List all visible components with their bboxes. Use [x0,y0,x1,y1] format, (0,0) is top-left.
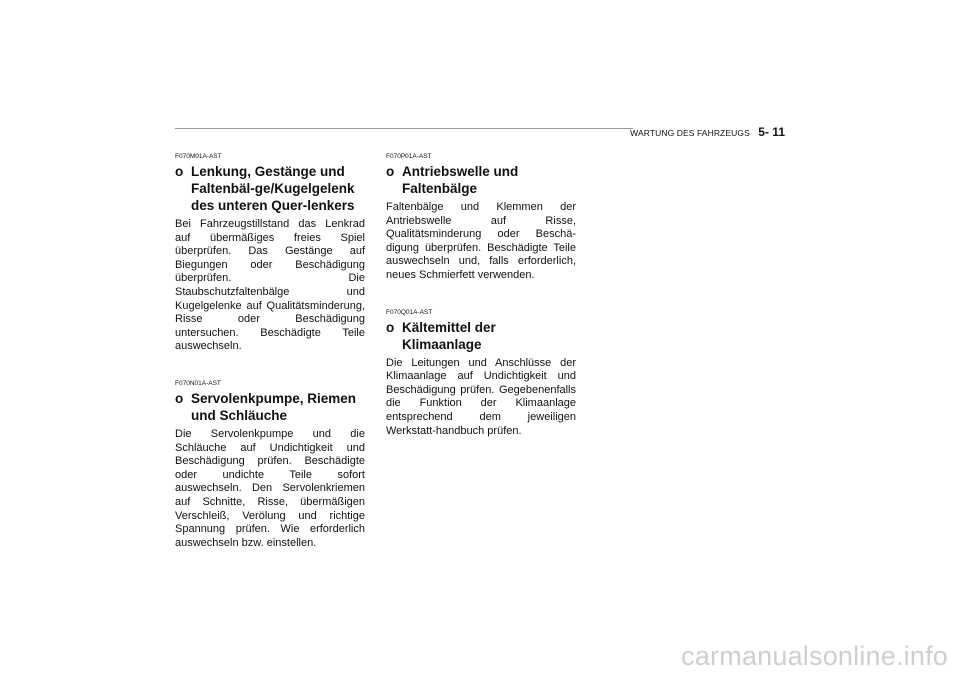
section-body: Bei Fahrzeugstillstand das Lenkrad auf übermäßiges freies Spiel überprüfen. Das Gestänge auf Biegungen oder Beschädigung überprüfen. Die Staubschutzfaltenbälge und Kugelgelenke auf Qualitätsminderung, Risse oder Beschädigung untersuchen. Beschädigte Teile auswechseln. [175,218,365,353]
bullet-marker: o [386,319,395,335]
right-column [386,153,576,464]
header-rule [175,128,633,129]
left-column [175,153,365,576]
running-head [630,123,785,141]
section-heading-text: Kältemittel der Klimaanlage [402,319,496,352]
bullet-marker: o [386,164,395,179]
section-refrigerant [386,309,576,439]
section-heading-text: Lenkung, Gestänge und Faltenbäl-ge/Kugelgelenk des unteren Quer-lenkers [191,164,355,213]
section-heading-text: Servolenkpumpe, Riemen und Schläuche [191,390,357,423]
section-title: WARTUNG DES FAHRZEUGS [630,128,750,138]
bullet-marker: o [175,390,184,406]
section-body: Die Servolenkpumpe und die Schläuche auf Undichtigkeit und Beschädigung prüfen. Beschädigte oder undichte Teile sofort auswechseln. Den Servolenkriemen auf Schnitte, Risse, übermäßigen Verschleiß, Verölung und richtige Spannung prüfen. Wie erforderlich auswechseln bzw. einstellen. [175,427,365,549]
section-body: Faltenbälge und Klemmen der Antriebswelle auf Risse, Qualitätsminderung oder Beschä-digung überprüfen. Beschädigte Teile auswechseln und, falls erforderlich, neues Schmierfett verwenden. [386,201,576,281]
section-drive-shaft [386,153,576,283]
bullet-marker: o [175,164,184,179]
section-code: F070N01A-AST [175,379,221,387]
section-heading [175,390,365,424]
section-heading [386,319,576,353]
section-power-steering [175,380,365,550]
section-body: Die Leitungen und Anschlüsse der Klimaanlage auf Undichtigkeit und Beschädigung prüfen. Gegebenenfalls die Funktion der Klimaanlage entsprechend dem jeweiligen Werkstatt-handbuch prüfen. [386,356,576,437]
section-code: F070Q01A-AST [386,308,433,316]
page-number: 5- 11 [758,125,785,139]
section-heading-text: Antriebswelle und Faltenbälge [402,164,519,196]
watermark: carmanualsonline.info [681,641,948,671]
section-steering [175,153,365,354]
section-code: F070P01A-AST [386,153,432,160]
section-heading [386,163,576,197]
section-heading [175,163,365,214]
section-code: F070M01A-AST [175,153,222,160]
